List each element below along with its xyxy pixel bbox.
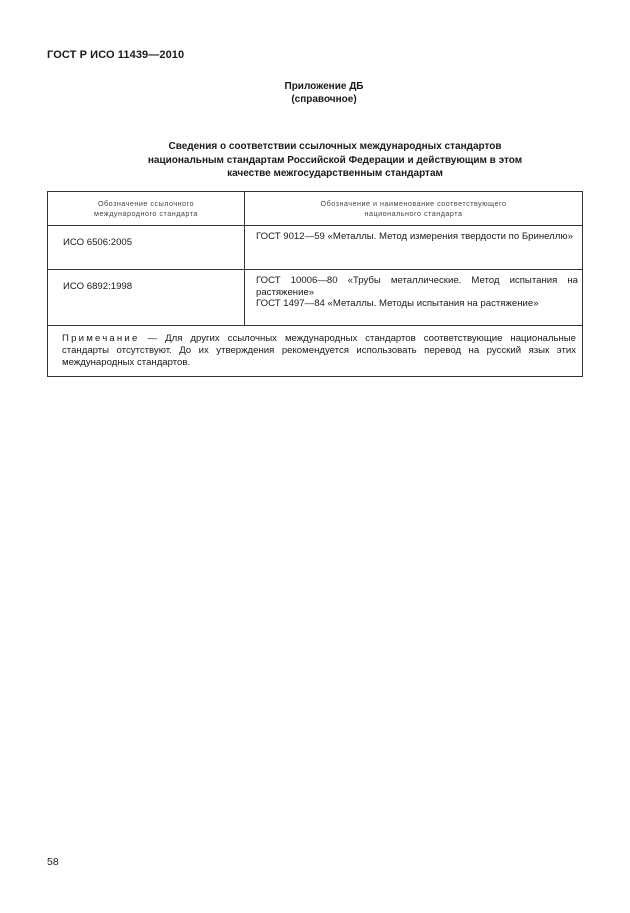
national-standard-cell: ГОСТ 9012—59 «Металлы. Метод измерения твердости по Бринеллю»: [245, 226, 583, 270]
table-header-row: [48, 192, 583, 226]
table-row: [48, 226, 583, 270]
annex-title: Приложение ДБ: [284, 81, 364, 92]
note-text: — Для других ссылочных международных стандартов соответствующие национальные стандарты отсутствуют. До их утверждения рекомендуется использовать перевод на русский язык этих международных стандартов.: [62, 333, 577, 368]
annex-block: [0, 80, 630, 106]
table-row: [48, 270, 583, 326]
heading-line: национальным стандартам Российской Федерации и действующим в этом: [147, 154, 523, 166]
column-header-reference: Обозначение ссылочного международного стандарта: [48, 192, 245, 226]
document-code: ГОСТ Р ИСО 11439—2010: [47, 49, 185, 61]
table-note-row: [48, 326, 583, 377]
reference-standard-cell: ИСО 6892:1998: [48, 270, 245, 326]
heading-line: качестве межгосударственным стандартам: [227, 168, 443, 179]
heading-line: Сведения о соответствии ссылочных международных стандартов: [168, 141, 502, 152]
page-number: 58: [47, 856, 59, 868]
national-standard-cell: ГОСТ 10006—80 «Трубы металлические. Метод испытания на растяжение» ГОСТ 1497—84 «Металлы. Методы испытания на растяжение»: [245, 270, 583, 326]
correspondence-table: [47, 191, 583, 377]
table-note: [48, 326, 583, 377]
annex-subtitle: (справочное): [291, 94, 357, 105]
note-label: Примечание: [62, 333, 140, 344]
column-header-national: Обозначение и наименование соответствующего национального стандарта: [245, 192, 583, 226]
section-heading: [80, 140, 590, 181]
reference-standard-cell: ИСО 6506:2005: [48, 226, 245, 270]
